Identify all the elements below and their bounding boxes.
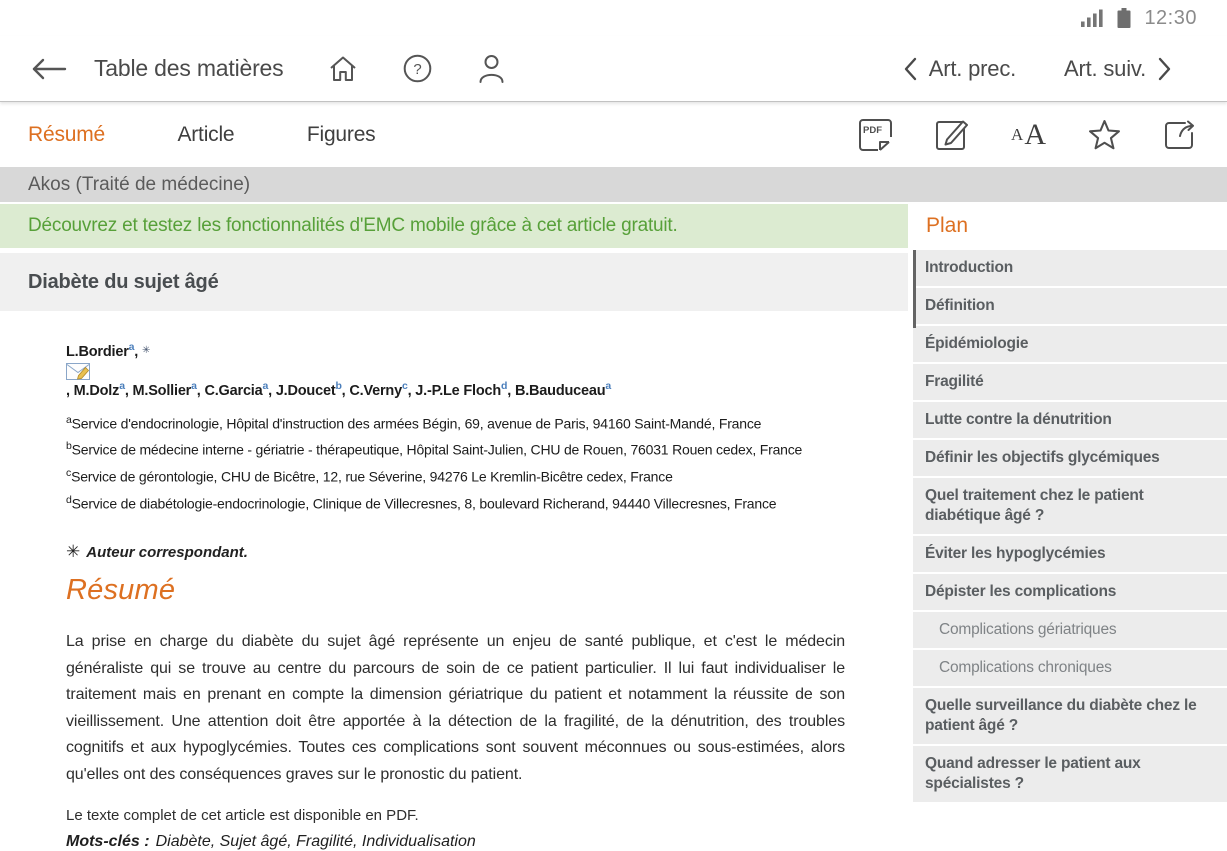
author-name[interactable]: J.Doucet — [275, 382, 336, 399]
breadcrumb: Akos (Traité de médecine) — [28, 173, 251, 195]
plan-item[interactable]: Lutte contre la dénutrition — [913, 402, 1227, 438]
plan-sidebar — [913, 202, 1227, 800]
tab-bar — [0, 102, 1227, 167]
author — [275, 379, 350, 399]
affiliation-sup: a — [66, 413, 72, 426]
favorite-star-icon[interactable] — [1088, 119, 1121, 150]
nav-title: Table des matières — [94, 55, 284, 81]
plan-item[interactable]: Épidémiologie — [913, 326, 1227, 362]
share-icon[interactable] — [1163, 119, 1197, 151]
breadcrumb-bar — [0, 167, 1227, 202]
keywords-label: Mots-clés : — [66, 833, 150, 851]
plan-header — [913, 204, 1227, 248]
plan-item[interactable]: Éviter les hypoglycémies — [913, 536, 1227, 572]
affiliation-line — [66, 435, 844, 462]
corresponding-author-note: ✳ Auteur correspondant. — [66, 542, 248, 562]
author-byline — [66, 341, 844, 402]
affiliation-line — [66, 462, 844, 489]
author-name[interactable]: J.-P.Le Floch — [415, 382, 502, 399]
abstract-heading: Résumé — [66, 574, 176, 607]
account-icon[interactable] — [478, 54, 505, 83]
tab[interactable]: Figures — [306, 122, 376, 146]
affiliation-sup: d — [66, 493, 72, 506]
back-button[interactable] — [30, 56, 68, 82]
plan-item[interactable]: Quand adresser le patient aux spécialistes ? — [913, 746, 1227, 802]
tabs — [28, 123, 443, 147]
svg-text:?: ? — [413, 61, 423, 78]
author-affiliation-sup: a — [191, 379, 197, 392]
pdf-availability-note: Le texte complet de cet article est disponible en PDF. — [66, 807, 419, 825]
author-name[interactable]: B.Bauduceau — [514, 382, 606, 399]
author — [132, 379, 205, 399]
author-affiliation-sup: a — [119, 379, 125, 392]
affiliation-line — [66, 409, 844, 436]
affiliation-text: Service de diabétologie-endocrinologie, Clinique de Villecresnes, 8, boulevard Richerand, 94440 Villecresnes, France — [71, 495, 777, 512]
affiliation-text: Service d'endocrinologie, Hôpital d'instruction des armées Bégin, 69, avenue de Paris, 94160 Saint-Mandé, France — [71, 415, 762, 432]
chevron-right-icon — [1158, 57, 1172, 81]
promo-banner[interactable] — [0, 204, 908, 248]
author-affiliation-sup: b — [335, 379, 342, 392]
plan-item[interactable]: Définir les objectifs glycémiques — [913, 440, 1227, 476]
plan-item[interactable]: Dépister les complications — [913, 574, 1227, 610]
signal-strength-icon — [1081, 9, 1104, 27]
status-time: 12:30 — [1144, 6, 1197, 29]
plan-item[interactable]: Quel traitement chez le patient diabétique âgé ? — [913, 478, 1227, 534]
affiliation-text: Service de médecine interne - gériatrie - thérapeutique, Hôpital Saint-Julien, CHU de Rouen, 76031 Rouen cedex, France — [71, 441, 803, 458]
article-toolbar — [858, 118, 1197, 152]
plan-item[interactable]: Introduction — [913, 250, 1227, 286]
author-affiliation-sup: a — [262, 379, 269, 392]
keywords-values: Diabète, Sujet âgé, Fragilité, Individualisation — [155, 833, 476, 851]
status-bar — [0, 0, 1227, 36]
author-name[interactable]: C.Garcia — [204, 382, 263, 399]
keywords-line — [66, 833, 844, 851]
plan-item[interactable]: Complications chroniques — [913, 650, 1227, 686]
affiliation-sup: c — [66, 466, 72, 479]
tab[interactable]: Résumé — [28, 122, 105, 146]
home-icon[interactable] — [329, 55, 357, 82]
plan-title: Plan — [926, 214, 969, 237]
author-name[interactable]: M.Dolz — [73, 382, 120, 399]
note-icon[interactable] — [935, 118, 969, 151]
author-affiliation-sup: c — [401, 379, 408, 392]
battery-icon — [1117, 8, 1131, 28]
author-affiliation-sup: a — [605, 379, 612, 392]
plan-item[interactable]: Quelle surveillance du diabète chez le patient âgé ? — [913, 688, 1227, 744]
text-size-icon[interactable]: A A — [1011, 117, 1046, 151]
abstract-text: La prise en charge du diabète du sujet âgé représente un enjeu de santé publique, et c'est le médecin généraliste qui se trouve au centre du parcours de soin de ce patient particulier. Il lui faut individualiser le traitement mais en prenant en compte la dimension gériatrique du patient et notamment la réussite de son vieillissement. Une attention doit être apportée à la détection de la fragilité, de la dénutrition, des troubles cognitifs et aux hypoglycémies. Toutes ces complications sont souvent méconnues ou sous-estimées, alors qu'elles ont des conséquences graves sur le pronostic du patient. — [66, 633, 845, 783]
affiliations — [66, 409, 844, 516]
next-article-button[interactable] — [1064, 56, 1172, 82]
article-pane — [0, 202, 908, 851]
asterisk-icon: ✳ — [66, 542, 81, 562]
pdf-icon[interactable] — [858, 118, 893, 152]
author-name[interactable]: M.Sollier — [132, 382, 192, 399]
previous-article-button[interactable] — [903, 56, 1016, 82]
email-author-icon[interactable] — [66, 363, 844, 380]
plan-item[interactable]: Complications gériatriques — [913, 612, 1227, 648]
help-icon[interactable] — [403, 54, 432, 83]
promo-banner-text: Découvrez et testez les fonctionnalités d'EMC mobile grâce à cet article gratuit. — [28, 215, 678, 236]
article-abstract-view — [0, 311, 908, 851]
article-title: Diabète du sujet âgé — [28, 270, 219, 293]
author — [415, 379, 515, 399]
next-article-label: Art. suiv. — [1064, 55, 1146, 81]
author-affiliation-sup: d — [501, 379, 508, 392]
affiliation-line — [66, 489, 844, 516]
affiliation-sup: b — [66, 440, 72, 453]
plan-list — [913, 250, 1227, 802]
author — [204, 379, 275, 399]
svg-text:PDF: PDF — [863, 124, 883, 136]
author — [514, 379, 612, 399]
plan-item[interactable]: Fragilité — [913, 364, 1227, 400]
previous-article-label: Art. prec. — [928, 55, 1017, 81]
article-title-bar — [0, 253, 908, 311]
plan-scrollbar-thumb[interactable] — [913, 250, 916, 328]
author-name[interactable]: C.Verny — [349, 382, 402, 399]
plan-item[interactable]: Définition — [913, 288, 1227, 324]
chevron-left-icon — [903, 57, 917, 81]
author-affiliation-sup: a — [128, 341, 135, 353]
tab[interactable]: Article — [177, 122, 235, 146]
corresponding-author-mark: , ✳ — [66, 344, 844, 380]
author — [349, 379, 415, 399]
affiliation-text: Service de gérontologie, CHU de Bicêtre, 12, rue Séverine, 94276 Le Kremlin-Bicêtre cedex, France — [71, 468, 673, 485]
nav-bar — [0, 36, 1227, 101]
author — [73, 379, 133, 399]
author-name[interactable]: L.Bordier — [66, 343, 129, 360]
